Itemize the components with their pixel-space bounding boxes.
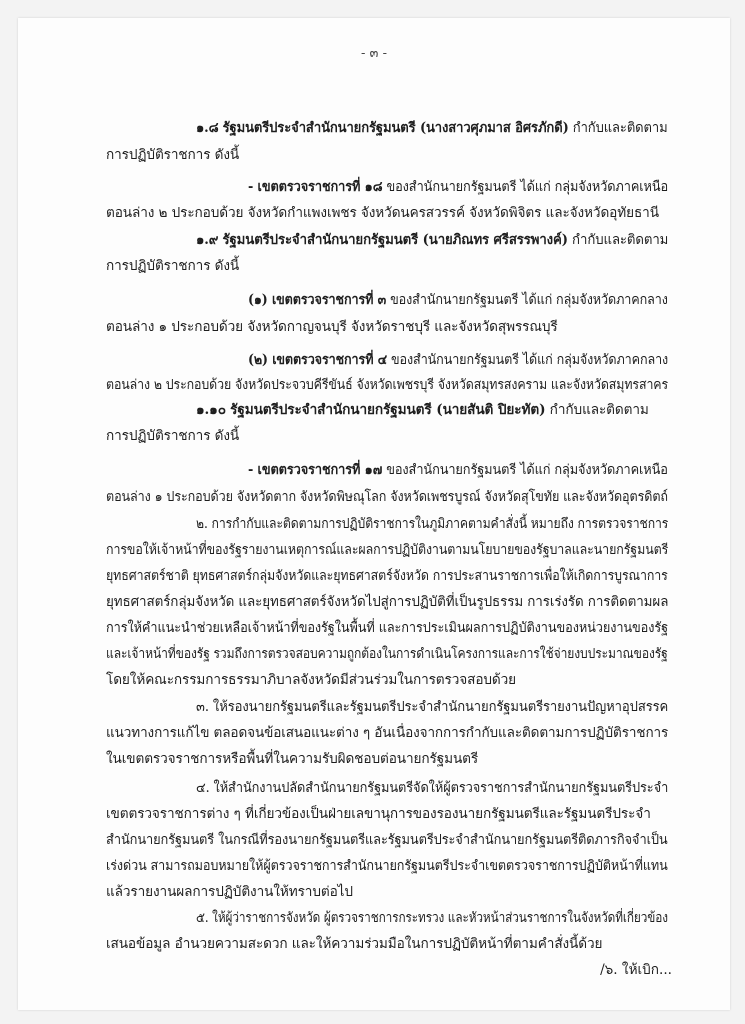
zone-label: - เขตตรวจราชการที่ ๑๘ (248, 179, 383, 195)
section-number: ๑.๘ (196, 120, 219, 136)
heading-rest: กำกับและติดตาม (572, 120, 668, 136)
section-1-9-zone-1-line2: ตอนล่าง ๑ ประกอบด้วย จังหวัดกาญจนบุรี จังหวัดราชบุรี และจังหวัดสุพรรณบุรี (106, 319, 558, 335)
section-1-8-zone-line2: ตอนล่าง ๒ ประกอบด้วย จังหวัดกำแพงเพชร จังหวัดนครสวรรค์ จังหวัดพิจิตร และจังหวัดอุทัยธานี (106, 205, 659, 221)
clause-2-line: การขอให้เจ้าหน้าที่ของรัฐรายงานเหตุการณ์และผลการปฏิบัติงานตามนโยบายของรัฐบาลและนายกรัฐมนตรี (106, 542, 669, 558)
continuation-note: /๖. ให้เบิก... (600, 962, 672, 978)
zone-label: - เขตตรวจราชการที่ ๑๗ (248, 462, 383, 478)
section-1-10-line2: การปฏิบัติราชการ ดังนี้ (106, 428, 240, 444)
clause-2-line: ยุทธศาสตร์กลุ่มจังหวัด และยุทธศาสตร์จังหวัดไปสู่การปฏิบัติที่เป็นรูปธรรม การเร่งรัด การติดตามผล (106, 594, 669, 610)
section-1-9-zone-1 (248, 288, 668, 310)
section-1-10-zone (248, 458, 668, 480)
page-number: - ๓ - (361, 46, 387, 61)
zone-desc: ของสำนักนายกรัฐมนตรี ได้แก่ กลุ่มจังหวัดภาคเหนือ (386, 179, 669, 195)
clause-2-line: การให้คำแนะนำช่วยเหลือเจ้าหน้าที่ของรัฐในพื้นที่ และการประเมินผลการปฏิบัติงานของหน่วยงานของรัฐ (106, 620, 669, 636)
section-number: ๑.๑๐ (196, 402, 226, 418)
clause-4-line: แล้วรายงานผลการปฏิบัติงานให้ทราบต่อไป (106, 884, 353, 900)
clause-3-line: แนวทางการแก้ไข ตลอดจนข้อเสนอแนะต่าง ๆ อันเนื่องจากการกำกับและติดตามการปฏิบัติราชการ (106, 725, 669, 741)
clause-4-line: เขตตรวจราชการต่าง ๆ ที่เกี่ยวข้องเป็นฝ่ายเลขานุการของรองนายกรัฐมนตรีและรัฐมนตรีประจำ (106, 806, 651, 822)
clause-5-line: เสนอข้อมูล อำนวยความสะดวก และให้ความร่วมมือในการปฏิบัติหน้าที่ตามคำสั่งนี้ด้วย (106, 936, 603, 952)
section-1-8-heading (196, 116, 668, 138)
clause-3-line: ในเขตตรวจราชการหรือพื้นที่ในความรับผิดชอบต่อนายกรัฐมนตรี (106, 751, 479, 767)
clause-4-line: เร่งด่วน สามารถมอบหมายให้ผู้ตรวจราชการสำนักนายกรัฐมนตรีประจำเขตตรวจราชการปฏิบัติหน้าที่แทน (106, 858, 668, 874)
section-number: ๑.๙ (196, 232, 219, 248)
clause-4-line: ๔. ให้สำนักงานปลัดสำนักนายกรัฐมนตรีจัดให้ผู้ตรวจราชการสำนักนายกรัฐมนตรีประจำ (196, 780, 669, 796)
minister-title: รัฐมนตรีประจำสำนักนายกรัฐมนตรี (นางสาวศุภมาส อิศรภักดี) (222, 120, 569, 136)
section-1-8-line2: การปฏิบัติราชการ ดังนี้ (106, 147, 240, 163)
document-page (18, 18, 730, 1010)
zone-desc: ของสำนักนายกรัฐมนตรี ได้แก่ กลุ่มจังหวัดภาคเหนือ (386, 462, 668, 478)
section-1-9-line2: การปฏิบัติราชการ ดังนี้ (106, 258, 240, 274)
minister-title: รัฐมนตรีประจำสำนักนายกรัฐมนตรี (นายภิณทร ศรีสรรพางค์) (222, 232, 568, 248)
clause-2-line: และเจ้าหน้าที่ของรัฐ รวมถึงการตรวจสอบความถูกต้องในการดำเนินโครงการและการใช้จ่ายงบประมาณของรัฐ (106, 646, 668, 662)
section-1-9-zone-2 (248, 348, 668, 370)
section-1-10-zone-line2: ตอนล่าง ๑ ประกอบด้วย จังหวัดตาก จังหวัดพิษณุโลก จังหวัดเพชรบูรณ์ จังหวัดสุโขทัย และจังหวัดอุตรดิตถ์ (106, 489, 668, 505)
section-1-8-zone (248, 175, 668, 197)
heading-rest: กำกับและติดตาม (549, 402, 649, 418)
clause-4-line: สำนักนายกรัฐมนตรี ในกรณีที่รองนายกรัฐมนตรีและรัฐมนตรีประจำสำนักนายกรัฐมนตรีติดภารกิจจำเป็น (106, 832, 668, 848)
zone-label: (๒) เขตตรวจราชการที่ ๔ (248, 352, 388, 368)
clause-5-line: ๕. ให้ผู้ว่าราชการจังหวัด ผู้ตรวจราชการกระทรวง และหัวหน้าส่วนราชการในจังหวัดที่เกี่ยวข้อง (196, 910, 668, 926)
section-1-9-zone-2-line2: ตอนล่าง ๒ ประกอบด้วย จังหวัดประจวบคีรีขันธ์ จังหวัดเพชรบุรี จังหวัดสมุทรสงคราม และจังหวัดสมุทรสาคร (106, 377, 669, 393)
clause-2-line: ๒. การกำกับและติดตามการปฏิบัติราชการในภูมิภาคตามคำสั่งนี้ หมายถึง การตรวจราชการ (196, 516, 669, 532)
clause-3-line: ๓. ให้รองนายกรัฐมนตรีและรัฐมนตรีประจำสำนักนายกรัฐมนตรีรายงานปัญหาอุปสรรค (196, 699, 669, 715)
clause-2-line: โดยให้คณะกรรมการธรรมาภิบาลจังหวัดมีส่วนร่วมในการตรวจสอบด้วย (106, 672, 517, 688)
zone-desc: ของสำนักนายกรัฐมนตรี ได้แก่ กลุ่มจังหวัดภาคกลาง (391, 352, 669, 368)
heading-rest: กำกับและติดตาม (572, 232, 669, 248)
clause-2-line: ยุทธศาสตร์ชาติ ยุทธศาสตร์กลุ่มจังหวัดและยุทธศาสตร์จังหวัด การประสานราชการเพื่อให้เกิดการบูรณาการ (106, 568, 668, 584)
section-1-9-heading (196, 228, 668, 250)
zone-desc: ของสำนักนายกรัฐมนตรี ได้แก่ กลุ่มจังหวัดภาคกลาง (390, 292, 668, 308)
minister-title: รัฐมนตรีประจำสำนักนายกรัฐมนตรี (นายสันติ ปิยะทัต) (230, 402, 546, 418)
zone-label: (๑) เขตตรวจราชการที่ ๓ (248, 292, 387, 308)
section-1-10-heading (196, 398, 649, 420)
